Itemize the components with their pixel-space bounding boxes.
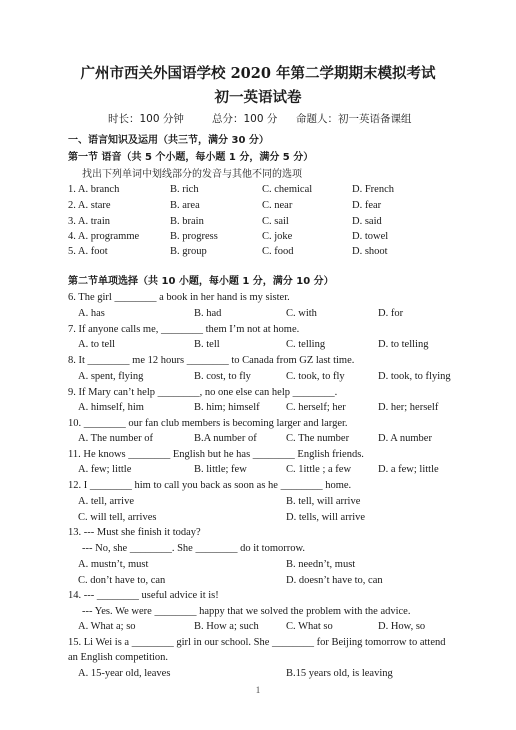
option: A. mustn’t, must — [78, 559, 149, 570]
option: A. to tell — [78, 339, 116, 350]
option: B. tell — [194, 339, 220, 350]
option: B.15 years old, is leaving — [286, 668, 393, 679]
exam-title: 广州市西关外国语学校 2020 年第二学期期末模拟考试 — [80, 65, 436, 82]
question-13: 13. --- Must she finish it today? — [68, 527, 201, 538]
option: C. joke — [262, 231, 293, 242]
question-14: 14. --- ________ useful advice it is! — [68, 590, 219, 601]
section2-heading: 第二节单项选择（共 10 小题，每小题 1 分，满分 10 分） — [68, 276, 334, 287]
option: B. group — [170, 246, 207, 257]
option: B. cost, to fly — [194, 371, 251, 382]
page-number: 1 — [255, 685, 261, 695]
option: 2. A. stare — [68, 200, 111, 211]
option: 1. A. branch — [68, 184, 120, 195]
option: D. fear — [352, 200, 382, 211]
option: C. don’t have to, can — [78, 575, 166, 586]
option: D. towel — [352, 231, 389, 242]
option: D. for — [378, 308, 404, 319]
option: D. said — [352, 216, 382, 227]
part1-heading: 一、语言知识及运用（共三节，满分 30 分） — [68, 135, 269, 146]
option: C. food — [262, 246, 294, 257]
option: D. to telling — [378, 339, 429, 350]
option: A. has — [78, 308, 105, 319]
option: 4. A. programme — [68, 231, 140, 242]
score-info: 总分：100 分 — [212, 113, 278, 125]
option: C. near — [262, 200, 293, 211]
question-6: 6. The girl ________ a book in her hand is my sister. — [68, 292, 290, 303]
option: B. How a; such — [194, 621, 259, 632]
option: B. needn’t, must — [286, 559, 356, 570]
option: B. progress — [170, 231, 218, 242]
option: D. her; herself — [378, 402, 439, 413]
option: C. sail — [262, 216, 289, 227]
question-15: 15. Li Wei is a ________ girl in our school. She ________ for Beijing tomorrow to attend — [68, 637, 446, 648]
section1-instruction: 找出下列单词中划线部分的发音与其他不同的选项 — [82, 169, 302, 180]
option: D. tells, will arrive — [286, 512, 366, 523]
option: A. few; little — [78, 464, 132, 475]
option: B. him; himself — [194, 402, 260, 413]
option: C. The number — [286, 433, 350, 444]
question-10: 10. ________ our fan club members is becoming larger and larger. — [68, 418, 348, 429]
question-11: 11. He knows ________ English but he has ________ English friends. — [68, 449, 364, 460]
option: C. with — [286, 308, 317, 319]
question-12: 12. I ________ him to call you back as soon as he ________ home. — [68, 480, 352, 491]
option: D. took, to flying — [378, 371, 451, 382]
question-13-line2: --- No, she ________. She ________ do it tomorrow. — [82, 543, 306, 554]
option: 5. A. foot — [68, 246, 108, 257]
option: A. The number of — [78, 433, 154, 444]
option: C. What so — [286, 621, 333, 632]
option: A. tell, arrive — [78, 496, 134, 507]
option: C. 1ittle ; a few — [286, 464, 352, 475]
time-info: 时长：100 分钟 — [108, 113, 184, 125]
question-15-line2: an English competition. — [68, 652, 169, 663]
question-8: 8. It ________ me 12 hours ________ to Canada from GZ last time. — [68, 355, 355, 366]
author-info: 命题人：初一英语备课组 — [296, 113, 412, 125]
option: D. A number — [378, 433, 432, 444]
option: C. chemical — [262, 184, 313, 195]
option: D. French — [352, 184, 394, 195]
option: D. How, so — [378, 621, 426, 632]
option: C. telling — [286, 339, 326, 350]
option: D. shoot — [352, 246, 388, 257]
section1-heading: 第一节 语音（共 5 个小题，每小题 1 分，满分 5 分） — [68, 152, 314, 163]
exam-subtitle: 初一英语试卷 — [214, 89, 302, 106]
option: A. himself, him — [78, 402, 144, 413]
option: A. spent, flying — [78, 371, 144, 382]
option: B.A number of — [194, 433, 257, 444]
option: 3. A. train — [68, 216, 110, 227]
option: C. will tell, arrives — [78, 512, 157, 523]
option: C. herself; her — [286, 402, 346, 413]
option: B. brain — [170, 216, 204, 227]
option: A. 15-year old, leaves — [78, 668, 171, 679]
question-7: 7. If anyone calls me, ________ them I’m not at home. — [68, 324, 300, 335]
question-9: 9. If Mary can’t help ________, no one else can help ________. — [68, 387, 338, 398]
option: B. tell, will arrive — [286, 496, 361, 507]
option: B. little; few — [194, 464, 247, 475]
option: B. had — [194, 308, 222, 319]
option: D. a few; little — [378, 464, 439, 475]
option: D. doesn’t have to, can — [286, 575, 383, 586]
option: B. area — [170, 200, 200, 211]
option: A. What a; so — [78, 621, 136, 632]
option: C. took, to fly — [286, 371, 345, 382]
question-14-line2: --- Yes. We were ________ happy that we solved the problem with the advice. — [82, 606, 411, 617]
option: B. rich — [170, 184, 199, 195]
